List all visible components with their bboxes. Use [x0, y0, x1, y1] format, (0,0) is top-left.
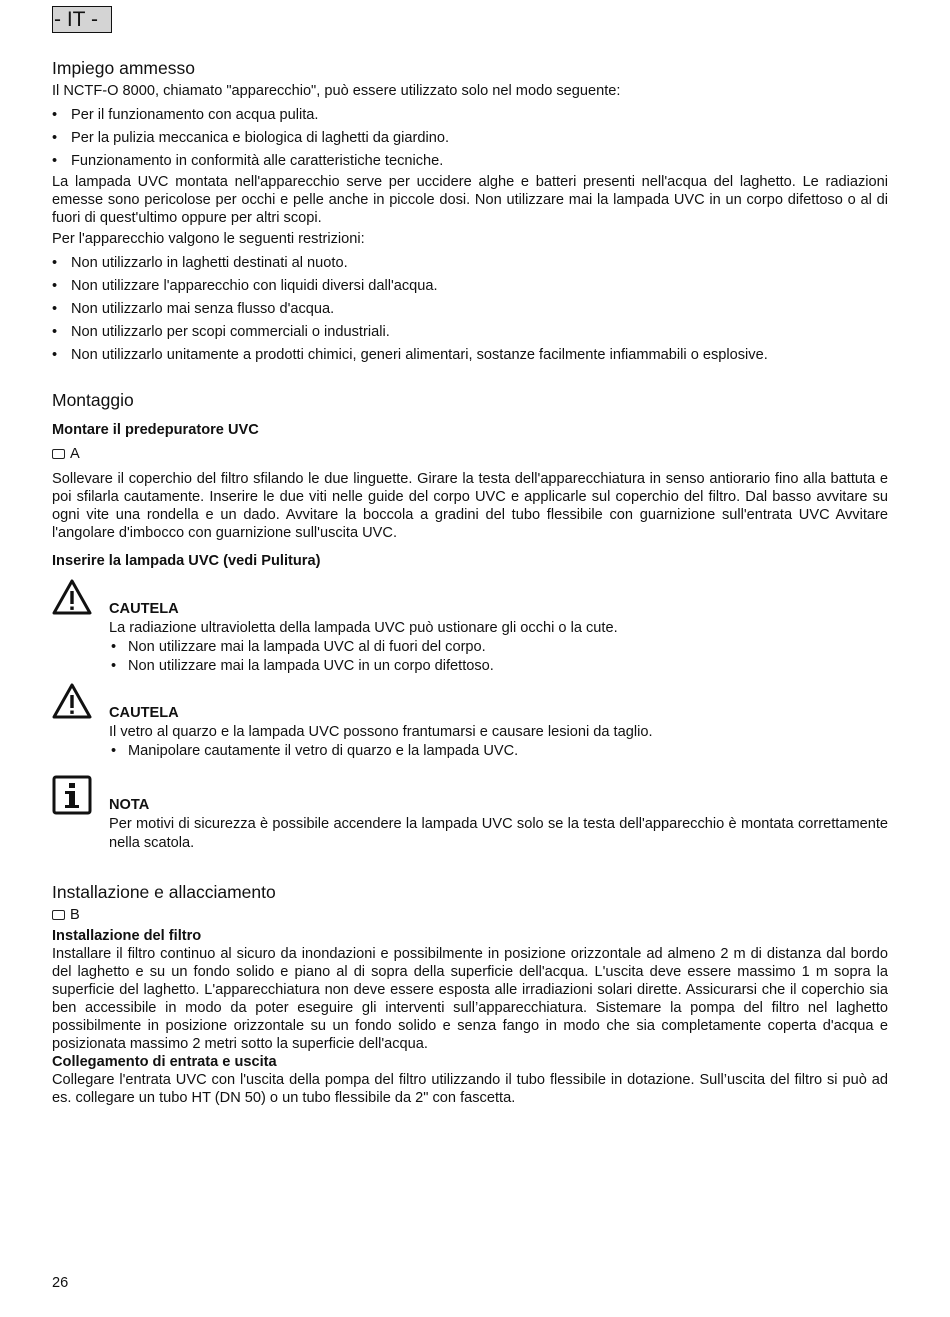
list-item: • Per la pulizia meccanica e biologica di laghetti da giardino.	[52, 129, 888, 147]
subsection-title-lampada: Inserire la lampada UVC (vedi Pulitura)	[52, 553, 321, 569]
note-block	[52, 775, 888, 853]
caution-list	[109, 638, 888, 676]
restrictions-list	[52, 254, 888, 364]
caution-text: La radiazione ultravioletta della lampada UVC può ustionare gli occhi o la cute.	[109, 620, 618, 636]
figure-label: A	[70, 446, 80, 462]
connection-paragraph: Collegare l'entrata UVC con l'uscita della pompa del filtro utilizzando il tubo flessibile in dotazione. Sull’uscita del filtro si può ad es. collegare un tubo HT (DN 50) o un tubo flessibile da 2" con fascetta.	[52, 1072, 888, 1106]
document-body	[52, 57, 888, 1107]
usage-list	[52, 106, 888, 170]
note-text: Per motivi di sicurezza è possibile accendere la lampada UVC solo se la testa dell'apparecchio è montata correttamente nella scatola.	[109, 816, 888, 851]
list-item: • Per il funzionamento con acqua pulita.	[52, 106, 888, 124]
note-title: NOTA	[109, 797, 150, 813]
section-title-impiego: Impiego ammesso	[52, 58, 195, 78]
list-item: • Non utilizzare mai la lampada UVC in un corpo difettoso.	[109, 657, 888, 676]
list-item: • Funzionamento in conformità alle caratteristiche tecniche.	[52, 152, 888, 170]
warning-triangle-icon	[52, 578, 92, 616]
figure-box-icon	[52, 449, 65, 459]
language-tag: - IT -	[52, 6, 112, 33]
figure-box-icon	[52, 910, 65, 920]
subsection-title-collegamento: Collegamento di entrata e uscita	[52, 1054, 277, 1070]
list-item: • Non utilizzarlo mai senza flusso d'acqua.	[52, 300, 888, 318]
list-item: • Non utilizzarlo per scopi commerciali o industriali.	[52, 323, 888, 341]
warning-triangle-icon	[52, 682, 92, 720]
figure-label: B	[70, 907, 80, 923]
section-title-montaggio: Montaggio	[52, 390, 134, 410]
subsection-title-filtro: Installazione del filtro	[52, 928, 202, 944]
list-item: • Manipolare cautamente il vetro di quarzo e la lampada UVC.	[109, 742, 888, 761]
caution-title: CAUTELA	[109, 705, 179, 721]
section-title-installazione: Installazione e allacciamento	[52, 882, 276, 902]
caution-title: CAUTELA	[109, 601, 179, 617]
mounting-paragraph: Sollevare il coperchio del filtro sfilando le due linguette. Girare la testa dell'apparecchiatura in senso antiorario fino alla battuta e poi sfilarla cautamente. Inserire le due viti nelle guide del corpo UVC e applicarle sul coperchio del filtro. Dal basso avvitare su ogni vite una rondella e un dado. Avvitare la boccola a gradini del tubo flessibile con guarnizione sull'entrata UVC Avvitare l'angolare d'imbocco con guarnizione sull'uscita UVC.	[52, 471, 888, 541]
list-item: • Non utilizzare mai la lampada UVC al di fuori del corpo.	[109, 638, 888, 657]
caution-block-1	[52, 578, 888, 676]
list-item: • Non utilizzarlo in laghetti destinati al nuoto.	[52, 254, 888, 272]
caution-block-2	[52, 682, 888, 761]
caution-list	[109, 742, 888, 761]
page-number: 26	[52, 1275, 69, 1291]
list-item: • Non utilizzarlo unitamente a prodotti chimici, generi alimentari, sostanze facilmente infiammabili o esplosive.	[52, 346, 888, 364]
uvc-paragraph: La lampada UVC montata nell'apparecchio serve per uccidere alghe e batteri presenti nell'acqua del laghetto. Le radiazioni emesse sono pericolose per occhi e pelle anche in piccole dosi. Non utilizzare mai la lampada UVC in un corpo difettoso o al di fuori di quest'ultimo oppure per altri scopi.	[52, 174, 888, 226]
restrictions-intro: Per l'apparecchio valgono le seguenti restrizioni:	[52, 231, 365, 247]
caution-text: Il vetro al quarzo e la lampada UVC possono frantumarsi e causare lesioni da taglio.	[109, 724, 653, 740]
list-item: • Non utilizzare l'apparecchio con liquidi diversi dall'acqua.	[52, 277, 888, 295]
info-icon	[52, 775, 92, 815]
subsection-title-predepuratore: Montare il predepuratore UVC	[52, 422, 259, 438]
figure-reference-a	[52, 445, 888, 463]
figure-reference-b	[52, 906, 888, 924]
intro-paragraph: Il NCTF-O 8000, chiamato "apparecchio", può essere utilizzato solo nel modo seguente:	[52, 83, 621, 99]
installation-paragraph: Installare il filtro continuo al sicuro da inondazioni e possibilmente in posizione orizzontale ad almeno 2 m di distanza dal bordo del laghetto e su un fondo solido e piano al di sopra della superficie dell'acqua. L'uscita deve essere massimo 1 m sopra la superficie del laghetto. L'apparecchiatura non deve essere esposta alle irradiazioni solari dirette. Assicurarsi che il coperchio sia ben accessibile in modo da poter eseguire gli interventi sull’apparecchiatura. Sistemare la pompa del filtro nel laghetto possibilmente in posizione orizzontale su un fondo solido e senza fango in modo che sia completamente coperta d'acqua e posizionata massimo 2 metri sotto la superficie dell'acqua.	[52, 946, 888, 1052]
